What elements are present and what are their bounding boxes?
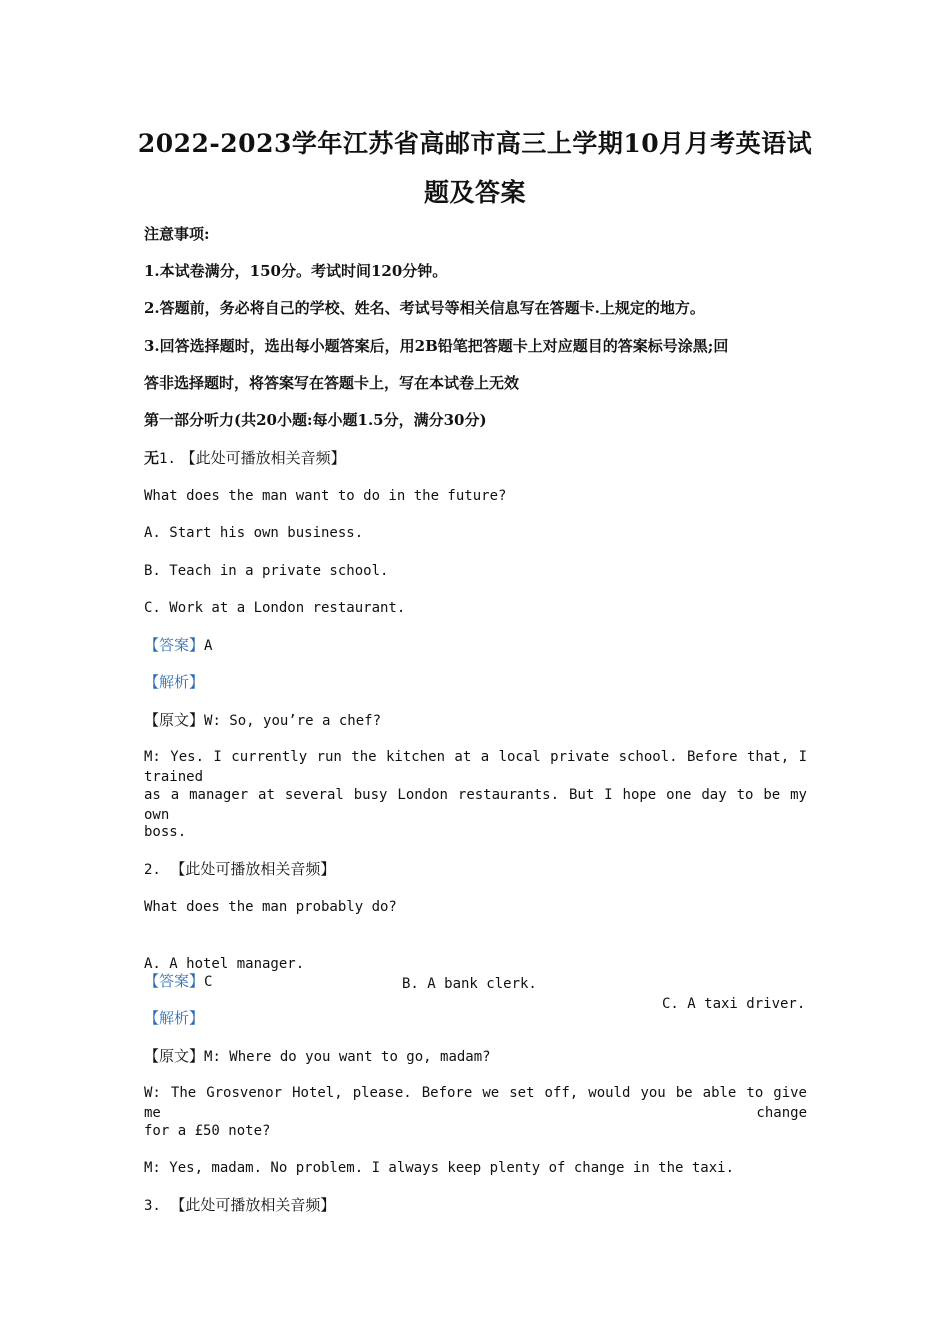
question-2-header bbox=[144, 859, 335, 880]
answer-value: A bbox=[204, 638, 213, 654]
notice-heading: 注意事项: bbox=[144, 225, 210, 243]
question-1-transcript-m-line-2: as a manager at several busy London restaurants. But I hope one day to be my own bbox=[144, 787, 807, 823]
question-1-option-c: C. Work at a London restaurant. bbox=[144, 600, 406, 616]
question-3-audio-note: 【此处可播放相关音频】 bbox=[170, 1196, 336, 1214]
question-2-answer bbox=[144, 971, 212, 992]
document-title-line-2: 题及答案 bbox=[423, 178, 526, 207]
question-2-number: 2. bbox=[144, 862, 161, 878]
transcript-text: M: Where do you want to go, madam? bbox=[204, 1049, 491, 1065]
answer-value: C bbox=[204, 974, 213, 990]
transcript-label: 【原文】 bbox=[144, 1047, 205, 1065]
question-2-audio-note: 【此处可播放相关音频】 bbox=[170, 860, 336, 878]
notice-item-2: 2.答题前，务必将自己的学校、姓名、考试号等相关信息写在答题卡.上规定的地方。 bbox=[144, 299, 705, 317]
question-2-transcript-m-line-1: M: Yes, madam. No problem. I always keep plenty of change in the taxi. bbox=[144, 1160, 735, 1176]
question-2-transcript-line bbox=[144, 1046, 491, 1067]
transcript-text: W: So, you’re a chef? bbox=[204, 713, 382, 729]
question-3-number: 3. bbox=[144, 1198, 161, 1214]
answer-label: 【答案】 bbox=[144, 636, 205, 654]
question-1-option-b: B. Teach in a private school. bbox=[144, 563, 389, 579]
question-1-transcript-line bbox=[144, 710, 381, 731]
notice-item-1: 1.本试卷满分，150分。考试时间120分钟。 bbox=[144, 262, 448, 280]
question-1-text: What does the man want to do in the future? bbox=[144, 488, 507, 504]
question-2-option-a: A. A hotel manager. bbox=[144, 956, 305, 972]
question-1-analysis-label: 【解析】 bbox=[144, 673, 205, 691]
section-heading-listening: 第一部分听力(共20小题:每小题1.5分，满分30分) bbox=[144, 411, 487, 429]
transcript-label: 【原文】 bbox=[144, 711, 205, 729]
question-1-transcript-m-line-1: M: Yes. I currently run the kitchen at a local private school. Before that, I trained bbox=[144, 749, 807, 785]
question-2-analysis-label: 【解析】 bbox=[144, 1009, 205, 1027]
question-1-prefix: 无 bbox=[144, 449, 160, 467]
question-2-transcript-w-line-1: W: The Grosvenor Hotel, please. Before we set off, would you be able to give me change bbox=[144, 1085, 807, 1121]
question-1-audio-note: 【此处可播放相关音频】 bbox=[180, 449, 346, 467]
question-1-answer bbox=[144, 635, 212, 656]
question-1-number: 1. bbox=[159, 451, 176, 467]
question-1-option-a: A. Start his own business. bbox=[144, 525, 364, 541]
question-2-option-c: C. A taxi driver. bbox=[662, 996, 806, 1012]
notice-item-3-line-1: 3.回答选择题时，选出每小题答案后，用2B铅笔把答题卡上对应题目的答案标号涂黑;回 bbox=[144, 337, 729, 355]
question-3-header bbox=[144, 1195, 335, 1216]
question-2-option-b: B. A bank clerk. bbox=[402, 976, 537, 992]
question-1-header bbox=[144, 448, 346, 469]
notice-item-3-line-2: 答非选择题时，将答案写在答题卡上，写在本试卷上无效 bbox=[144, 374, 520, 392]
answer-label: 【答案】 bbox=[144, 972, 205, 990]
question-1-transcript-m-line-3: boss. bbox=[144, 824, 187, 840]
document-title-line-1: 2022-2023学年江苏省高邮市高三上学期10月月考英语试 bbox=[137, 129, 813, 158]
question-2-transcript-w-line-2: for a £50 note? bbox=[144, 1123, 271, 1139]
question-2-text: What does the man probably do? bbox=[144, 899, 397, 915]
